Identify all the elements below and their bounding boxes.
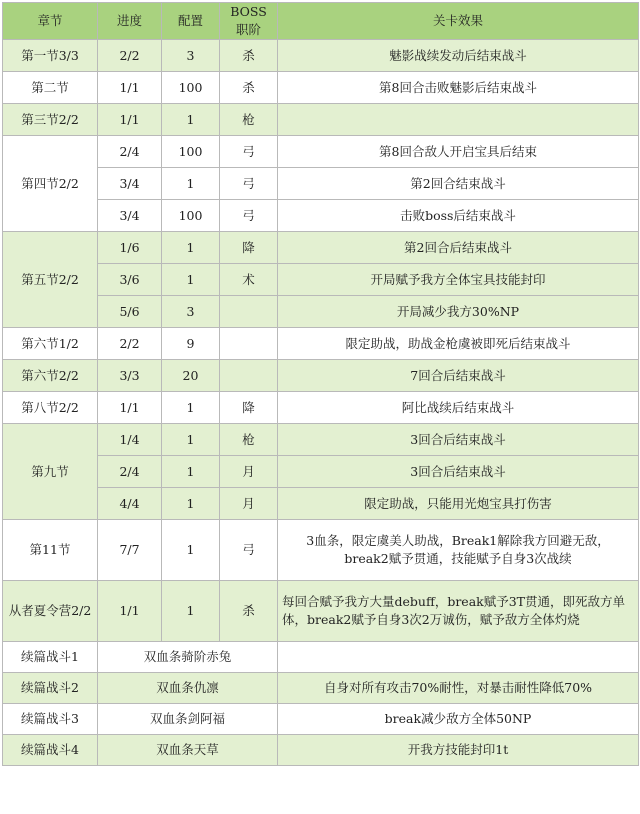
progress-cell: 1/1: [98, 392, 162, 424]
chapter-cell: 第九节: [3, 424, 98, 520]
chapter-cell: 第六节1/2: [3, 328, 98, 360]
effect-cell: [278, 642, 639, 673]
boss-class-cell: 降: [220, 392, 278, 424]
config-cell: 1: [162, 104, 220, 136]
progress-cell: 3/3: [98, 360, 162, 392]
config-cell: 1: [162, 424, 220, 456]
table-header-row: [3, 3, 639, 40]
header-boss-class: BOSS职阶: [220, 3, 278, 40]
progress-cell: 3/4: [98, 200, 162, 232]
config-cell: 3: [162, 296, 220, 328]
boss-class-cell: 弓: [220, 200, 278, 232]
config-cell: 1: [162, 264, 220, 296]
config-cell: 1: [162, 232, 220, 264]
progress-cell: 1/6: [98, 232, 162, 264]
table-row: [3, 424, 639, 456]
effect-cell: 7回合后结束战斗: [278, 360, 639, 392]
effect-cell: [278, 520, 639, 581]
config-cell: 1: [162, 520, 220, 581]
table-row: [3, 296, 639, 328]
chapter-cell: 第二节: [3, 72, 98, 104]
header-progress: 进度: [98, 3, 162, 40]
boss-class-cell: 弓: [220, 168, 278, 200]
progress-cell: 2/4: [98, 456, 162, 488]
table-row: [3, 735, 639, 766]
table-row: [3, 168, 639, 200]
chapter-cell: 续篇战斗3: [3, 704, 98, 735]
stage-effects-table: [2, 2, 639, 766]
chapter-cell: 第六节2/2: [3, 360, 98, 392]
config-cell: 20: [162, 360, 220, 392]
progress-cell: 2/2: [98, 40, 162, 72]
effect-cell: 开局赋予我方全体宝具技能封印: [278, 264, 639, 296]
chapter-cell: 第三节2/2: [3, 104, 98, 136]
chapter-cell: 第五节2/2: [3, 232, 98, 328]
effect-cell: 限定助战，只能用光炮宝具打伤害: [278, 488, 639, 520]
effect-cell: 魅影战续发动后结束战斗: [278, 40, 639, 72]
boss-class-cell: 杀: [220, 40, 278, 72]
boss-description-cell: 双血条骑阶赤兔: [98, 642, 278, 673]
chapter-cell: 续篇战斗1: [3, 642, 98, 673]
effect-cell: 第8回合敌人开启宝具后结束: [278, 136, 639, 168]
table-row: [3, 392, 639, 424]
chapter-cell: 续篇战斗2: [3, 673, 98, 704]
config-cell: 1: [162, 392, 220, 424]
table-row: [3, 456, 639, 488]
chapter-cell: 第一节3/3: [3, 40, 98, 72]
table-row: [3, 104, 639, 136]
config-cell: 100: [162, 72, 220, 104]
config-cell: 1: [162, 488, 220, 520]
effect-cell: 限定助战，助战金枪虞被即死后结束战斗: [278, 328, 639, 360]
effect-cell: 第2回合后结束战斗: [278, 232, 639, 264]
config-cell: 1: [162, 581, 220, 642]
header-chapter: 章节: [3, 3, 98, 40]
table-row: [3, 581, 639, 642]
boss-class-cell: 月: [220, 456, 278, 488]
effect-cell: 击败boss后结束战斗: [278, 200, 639, 232]
progress-cell: 7/7: [98, 520, 162, 581]
effect-cell: [278, 581, 639, 642]
boss-class-cell: 月: [220, 488, 278, 520]
config-cell: 100: [162, 200, 220, 232]
boss-class-cell: 枪: [220, 104, 278, 136]
effect-line: 每回合赋予我方大量debuff，break赋予3T贯通，即死敌方单: [282, 594, 626, 609]
effect-cell: 开我方技能封印1t: [278, 735, 639, 766]
boss-class-cell: [220, 328, 278, 360]
effect-cell: [278, 104, 639, 136]
table-row: [3, 264, 639, 296]
config-cell: 100: [162, 136, 220, 168]
boss-class-cell: 杀: [220, 581, 278, 642]
effect-line: 3血条，限定虞美人助战，Break1解除我方回避无敌，: [306, 533, 610, 548]
boss-description-cell: 双血条剑阿福: [98, 704, 278, 735]
progress-cell: 1/1: [98, 72, 162, 104]
table-row: [3, 232, 639, 264]
config-cell: 9: [162, 328, 220, 360]
table-row: [3, 520, 639, 581]
boss-class-cell: 枪: [220, 424, 278, 456]
effect-cell: 3回合后结束战斗: [278, 424, 639, 456]
chapter-cell: 第八节2/2: [3, 392, 98, 424]
table-row: [3, 328, 639, 360]
chapter-cell: 从者夏令营2/2: [3, 581, 98, 642]
boss-class-cell: 弓: [220, 136, 278, 168]
table-row: [3, 72, 639, 104]
progress-cell: 5/6: [98, 296, 162, 328]
config-cell: 1: [162, 456, 220, 488]
table-row: [3, 704, 639, 735]
effect-cell: 第8回合击败魅影后结束战斗: [278, 72, 639, 104]
boss-description-cell: 双血条天草: [98, 735, 278, 766]
table-row: [3, 488, 639, 520]
table-row: [3, 40, 639, 72]
progress-cell: 3/6: [98, 264, 162, 296]
header-config: 配置: [162, 3, 220, 40]
table-row: [3, 642, 639, 673]
boss-class-cell: 弓: [220, 520, 278, 581]
progress-cell: 1/1: [98, 581, 162, 642]
table-row: [3, 136, 639, 168]
progress-cell: 2/2: [98, 328, 162, 360]
effect-cell: 第2回合结束战斗: [278, 168, 639, 200]
progress-cell: 4/4: [98, 488, 162, 520]
progress-cell: 1/1: [98, 104, 162, 136]
effect-cell: 3回合后结束战斗: [278, 456, 639, 488]
table-row: [3, 673, 639, 704]
boss-class-cell: 术: [220, 264, 278, 296]
chapter-cell: 第11节: [3, 520, 98, 581]
boss-description-cell: 双血条仇凛: [98, 673, 278, 704]
effect-line: 体，break2赋予自身3次2万诚伤，赋予敌方全体灼烧: [282, 612, 580, 627]
config-cell: 1: [162, 168, 220, 200]
effect-cell: 开局减少我方30%NP: [278, 296, 639, 328]
chapter-cell: 第四节2/2: [3, 136, 98, 232]
progress-cell: 1/4: [98, 424, 162, 456]
config-cell: 3: [162, 40, 220, 72]
boss-class-cell: [220, 296, 278, 328]
effect-cell: break减少敌方全体50NP: [278, 704, 639, 735]
header-effect: 关卡效果: [278, 3, 639, 40]
effect-cell: 阿比战续后结束战斗: [278, 392, 639, 424]
table-row: [3, 200, 639, 232]
progress-cell: 2/4: [98, 136, 162, 168]
boss-class-cell: [220, 360, 278, 392]
effect-line: break2赋予贯通，技能赋予自身3次战续: [344, 551, 572, 566]
progress-cell: 3/4: [98, 168, 162, 200]
boss-class-cell: 降: [220, 232, 278, 264]
chapter-cell: 续篇战斗4: [3, 735, 98, 766]
effect-cell: 自身对所有攻击70%耐性，对暴击耐性降低70%: [278, 673, 639, 704]
boss-class-cell: 杀: [220, 72, 278, 104]
table-row: [3, 360, 639, 392]
